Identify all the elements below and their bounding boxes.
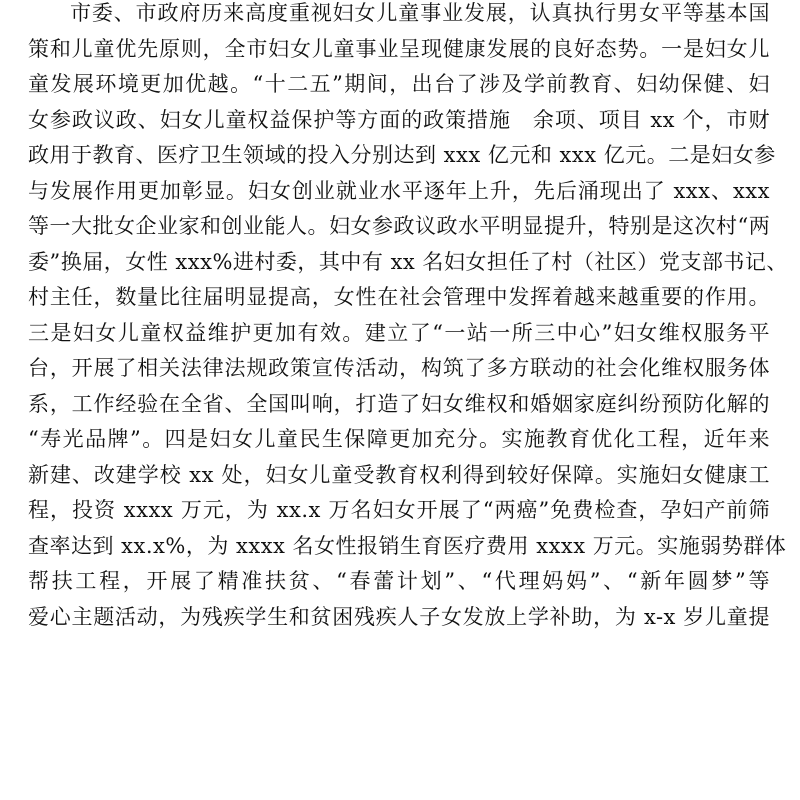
text-line: 爱心主题活动，为残疾学生和贫困残疾人子女发放上学补助，为 x-x 岁儿童提: [28, 604, 770, 629]
text-line: 等一大批女企业家和创业能人。妇女参政议政水平明显提升，特别是这次村“两: [28, 214, 771, 238]
text-line: 策和儿童优先原则，全市妇女儿童事业呈现健康发展的良好态势。一是妇女儿: [28, 36, 770, 61]
text-line: 台，开展了相关法律法规政策宣传活动，构筑了多方联动的社会化维权服务体: [28, 356, 770, 380]
text-line: 村主任，数量比往届明显提高，女性在社会管理中发挥着越来越重要的作用。: [28, 285, 770, 309]
text-line: 童发展环境更加优越。“十二五”期间，出台了涉及学前教育、妇幼保健、妇: [28, 72, 770, 96]
text-line: 三是妇女儿童权益维护更加有效。建立了“一站一所三中心”妇女维权服务平: [28, 320, 770, 345]
text-line: 政用于教育、医疗卫生领域的投入分别达到 xxx 亿元和 xxx 亿元。二是妇女参: [28, 143, 776, 167]
text-line: “寿光品牌”。四是妇女儿童民生保障更加充分。实施教育优化工程，近年来: [28, 427, 770, 451]
text-line: 程，投资 xxxx 万元，为 xx.x 万名妇女开展了“两癌”免费检查，孕妇产前筛: [28, 498, 770, 522]
text-line: 与发展作用更加彰显。妇女创业就业水平逐年上升，先后涌现出了 xxx、xxx: [28, 178, 770, 203]
text-line: 帮扶工程，开展了精准扶贫、“春蕾计划”、“代理妈妈”、“新年圆梦”等: [28, 569, 770, 593]
text-line: 市委、市政府历来高度重视妇女儿童事业发展，认真执行男女平等基本国: [70, 1, 770, 25]
text-line: 系，工作经验在全省、全国叫响，打造了妇女维权和婚姻家庭纠纷预防化解的: [28, 391, 770, 416]
text-line: 查率达到 xx.x%，为 xxxx 名女性报销生育医疗费用 xxxx 万元。实施弱势群体: [28, 533, 787, 558]
text-line: 女参政议政、妇女儿童权益保护等方面的政策措施 余项、项目 xx 个，市财: [28, 107, 770, 132]
text-line: 委”换届，女性 xxx%进村委，其中有 xx 名妇女担任了村（社区）党支部书记、: [28, 249, 788, 274]
document-body: [28, 0, 788, 635]
text-line: 新建、改建学校 xx 处，妇女儿童受教育权利得到较好保障。实施妇女健康工: [28, 462, 770, 487]
